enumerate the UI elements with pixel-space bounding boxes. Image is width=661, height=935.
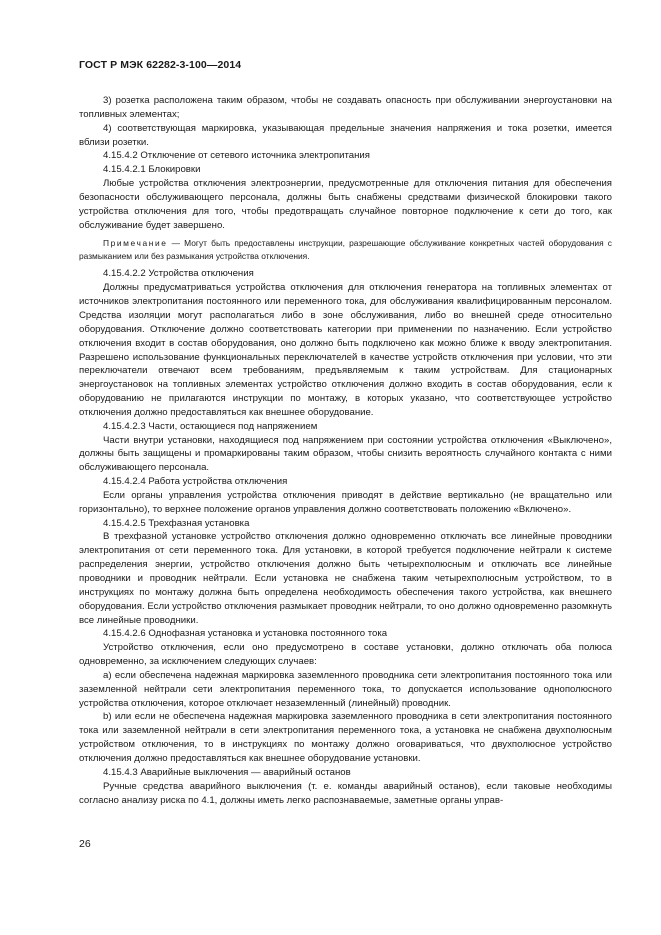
paragraph: Должны предусматриваться устройства отключения для отключения генератора на топливных элементах от источников электропитания постоянного или переменного тока, для обслуживания квалифицированным персоналом. Средства изоляции могут располагаться либо в зоне обслуживания, либо во внешней среде относительно оборудования. Отключение должно соответствовать категории при применении по назначению. Если устройство отключения входит в состав оборудования, оно должно быть подключено как можно ближе к вводу электропитания. Разрешено использование функциональных переключателей в качестве устройств отключения при условии, что эти переключатели отвечают всем требованиям, предъявляемым к таким устройствам. Для стационарных энергоустановок на топливных элементах устройство отключения должно входить в состав оборудования, если к оборудованию не прилагаются инструкции по монтажу, в которых указано, что соответствующее устройство отключения должно предоставляться как внешнее оборудование. [79, 282, 612, 418]
section-heading: 4.15.4.2.4 Работа устройства отключения [103, 476, 288, 488]
paragraph: Любые устройства отключения электроэнергии, предусмотренные для отключения питания для обеспечения безопасности обслуживающего персонала, должны быть снабжены средствами физической блокировки такого устройства отключения для того, чтобы предотвращать случайное повторное подключение к сети до того, как обслуживание будет завершено. [79, 178, 612, 231]
note-label: Примечание [103, 238, 168, 249]
page-header: ГОСТ Р МЭК 62282-3-100—2014 [79, 59, 242, 71]
paragraph: Если органы управления устройства отключения приводят в действие вертикально (не вращательно или горизонтально), то верхнее положение органов управления должно соответствовать положению «Включено». [79, 489, 612, 515]
section-heading: 4.15.4.2.2 Устройства отключения [103, 268, 254, 280]
section-heading: 4.15.4.2 Отключение от сетевого источника электропитания [103, 150, 370, 162]
section-heading: 4.15.4.2.6 Однофазная установка и установка постоянного тока [103, 628, 388, 640]
section-heading: 4.15.4.2.3 Части, остающиеся под напряжением [103, 420, 318, 432]
section-heading: 4.15.4.2.1 Блокировки [103, 164, 201, 176]
paragraph: 3) розетка расположена таким образом, чтобы не создавать опасность при обслуживании энергоустановки на топливных элементах; [79, 95, 612, 120]
section-heading: 4.15.4.2.5 Трехфазная установка [103, 517, 250, 529]
note [79, 237, 612, 262]
list-item: a) если обеспечена надежная маркировка заземленного проводника сети электропитания постоянного тока или заземленной нейтрали сети электропитания переменного тока, то допускается использование однополюсного устройства отключения, которое отключает незаземленный (линейный) проводник. [79, 669, 612, 709]
paragraph: Части внутри установки, находящиеся под напряжением при состоянии устройства отключения «Выключено», должны быть защищены и промаркированы таким образом, чтобы снизить вероятность случайного контакта с ними обслуживающего персонала. [79, 434, 612, 474]
list-item: b) или если не обеспечена надежная маркировка заземленного проводника в сети электропитания постоянного тока или заземленной нейтрали в сети электропитания переменного тока, а установка не снабжена двухполюсным устройством отключения, то в инструкциях по монтажу должно оговариваться, что двухполюсное устройство отключения должно предоставляться как внешнее оборудование установки. [79, 711, 612, 764]
paragraph: 4) соответствующая маркировка, указывающая предельные значения напряжения и тока розетки, имеется вблизи розетки. [79, 122, 612, 148]
paragraph: Устройство отключения, если оно предусмотрено в составе установки, должно отключать оба полюса одновременно, за исключением следующих случаев: [79, 642, 612, 668]
paragraph: Ручные средства аварийного выключения (т. е. команды аварийный останов), если таковые необходимы согласно анализу риска по 4.1, должны иметь легко распознаваемые, заметные органы управ- [79, 780, 612, 806]
page-number: 26 [79, 838, 91, 850]
document-body [79, 94, 612, 807]
section-heading: 4.15.4.3 Аварийные выключения — аварийный останов [103, 766, 351, 778]
paragraph: В трехфазной установке устройство отключения должно одновременно отключать все линейные проводники электропитания от сети переменного тока. Для установки, в которой требуется подключение нейтрали к системе распределения энергии, устройство отключения должно быть четырехполюсным и отключать все линейные проводники и проводник нейтрали. Если установка не снабжена таким четырехполюсным устройством, то в инструкциях по монтажу должна быть определена необходимость обеспечения такого устройства, как внешнего оборудования. Если устройство отключения размыкает проводник нейтрали, то оно должно одновременно разомкнуть все линейные проводники. [79, 531, 612, 626]
note-text: — Могут быть предоставлены инструкции, разрешающие обслуживание конкретных частей оборудования с размыканием или без размыкания устройства отключения. [79, 238, 612, 261]
